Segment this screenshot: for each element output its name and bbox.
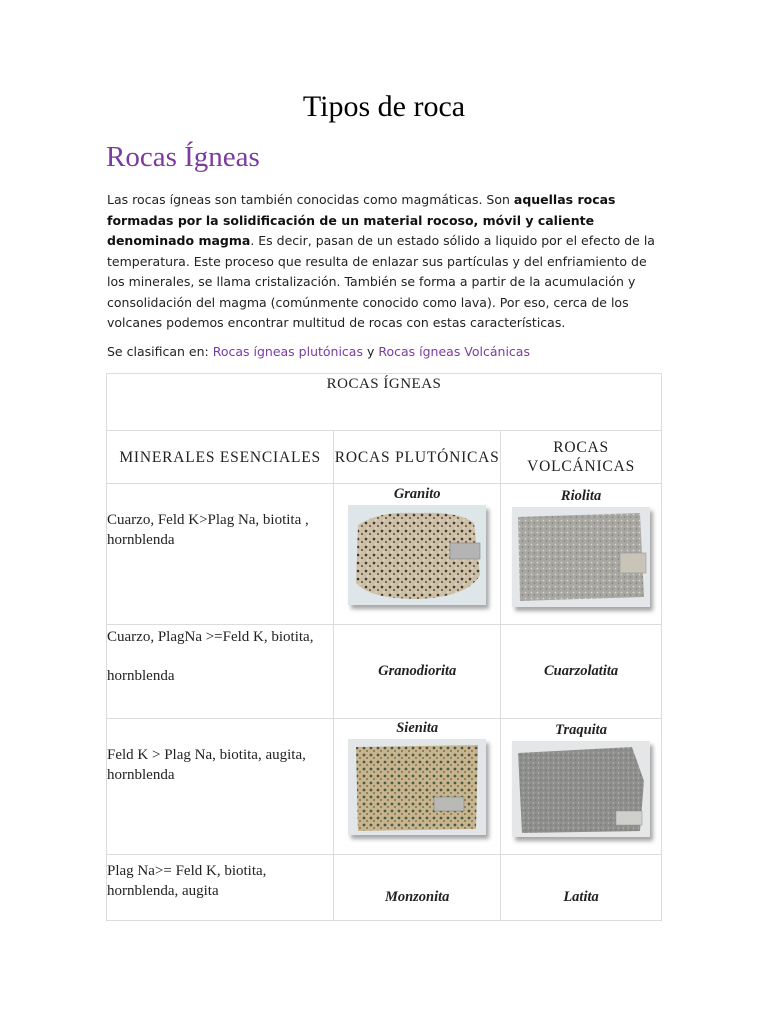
volcanic-cell (501, 855, 662, 921)
header-volcanic: ROCAS VOLCÁNICAS (501, 431, 662, 484)
granite-image (348, 505, 486, 605)
minerals-text: Cuarzo, PlagNa >=Feld K, biotita, (107, 629, 314, 645)
rock-name: Sienita (396, 720, 439, 736)
paragraph-part-1: Las rocas ígneas son también conocidas como magmáticas. Son (107, 192, 514, 207)
trachyte-image (512, 741, 650, 837)
header-plutonic: ROCAS PLUTÓNICAS (334, 431, 501, 484)
header-minerals: MINERALES ESENCIALES (107, 431, 334, 484)
link-volcanic-rocks[interactable]: Rocas ígneas Volcánicas (378, 344, 530, 359)
classification-line (107, 344, 530, 359)
paragraph-bold-definition: aquellas rocas formadas por la solidificación de un material rocoso, móvil y caliente denominado magma (107, 192, 616, 248)
page-title: Tipos de roca (302, 90, 466, 123)
table-row (107, 625, 662, 719)
minerals-cell (107, 625, 334, 719)
rock-name: Granito (393, 486, 441, 502)
rock-name: Granodiorita (378, 663, 457, 679)
plutonic-cell (334, 625, 501, 719)
plutonic-cell (334, 855, 501, 921)
volcanic-cell (501, 484, 662, 625)
igneous-rocks-table (106, 373, 662, 921)
syenite-image (348, 739, 486, 835)
volcanic-cell (501, 625, 662, 719)
rock-name: Latita (563, 889, 599, 905)
rock-name: Traquita (555, 722, 607, 738)
table-row (107, 484, 662, 625)
rhyolite-image (512, 507, 650, 607)
plutonic-cell (334, 484, 501, 625)
minerals-cell: Plag Na>= Feld K, biotita, hornblenda, augita (107, 855, 334, 921)
minerals-cell: Feld K > Plag Na, biotita, augita, hornblenda (107, 719, 334, 855)
classification-prefix: Se clasifican en: (107, 344, 213, 359)
minerals-cell: Cuarzo, Feld K>Plag Na, biotita , hornblenda (107, 484, 334, 625)
rock-name: Monzonita (384, 889, 450, 905)
volcanic-cell (501, 719, 662, 855)
intro-paragraph (107, 190, 667, 334)
rock-name: Cuarzolatita (543, 663, 619, 679)
plutonic-cell (334, 719, 501, 855)
classification-separator: y (362, 344, 379, 359)
table-caption: ROCAS ÍGNEAS (107, 374, 662, 431)
table-row (107, 719, 662, 855)
rock-name: Riolita (560, 488, 602, 504)
minerals-text-continued: hornblenda (107, 668, 175, 684)
table-header-row (107, 431, 662, 484)
section-heading: Rocas Ígneas (106, 141, 260, 173)
table-row (107, 855, 662, 921)
link-plutonic-rocks[interactable]: Rocas ígneas plutónicas (212, 344, 363, 359)
paragraph-part-3: . Es decir, pasan de un estado sólido a liquido por el efecto de la temperatura. Este proceso que resulta de enlazar sus partículas y del enfriamiento de los minerales, se llama cristalización. También se forma a partir de la acumulación y consolidación del magma (comúnmente conocido como lava). Por eso, cerca de los volcanes podemos encontrar multitud de rocas con estas características. (107, 233, 655, 330)
